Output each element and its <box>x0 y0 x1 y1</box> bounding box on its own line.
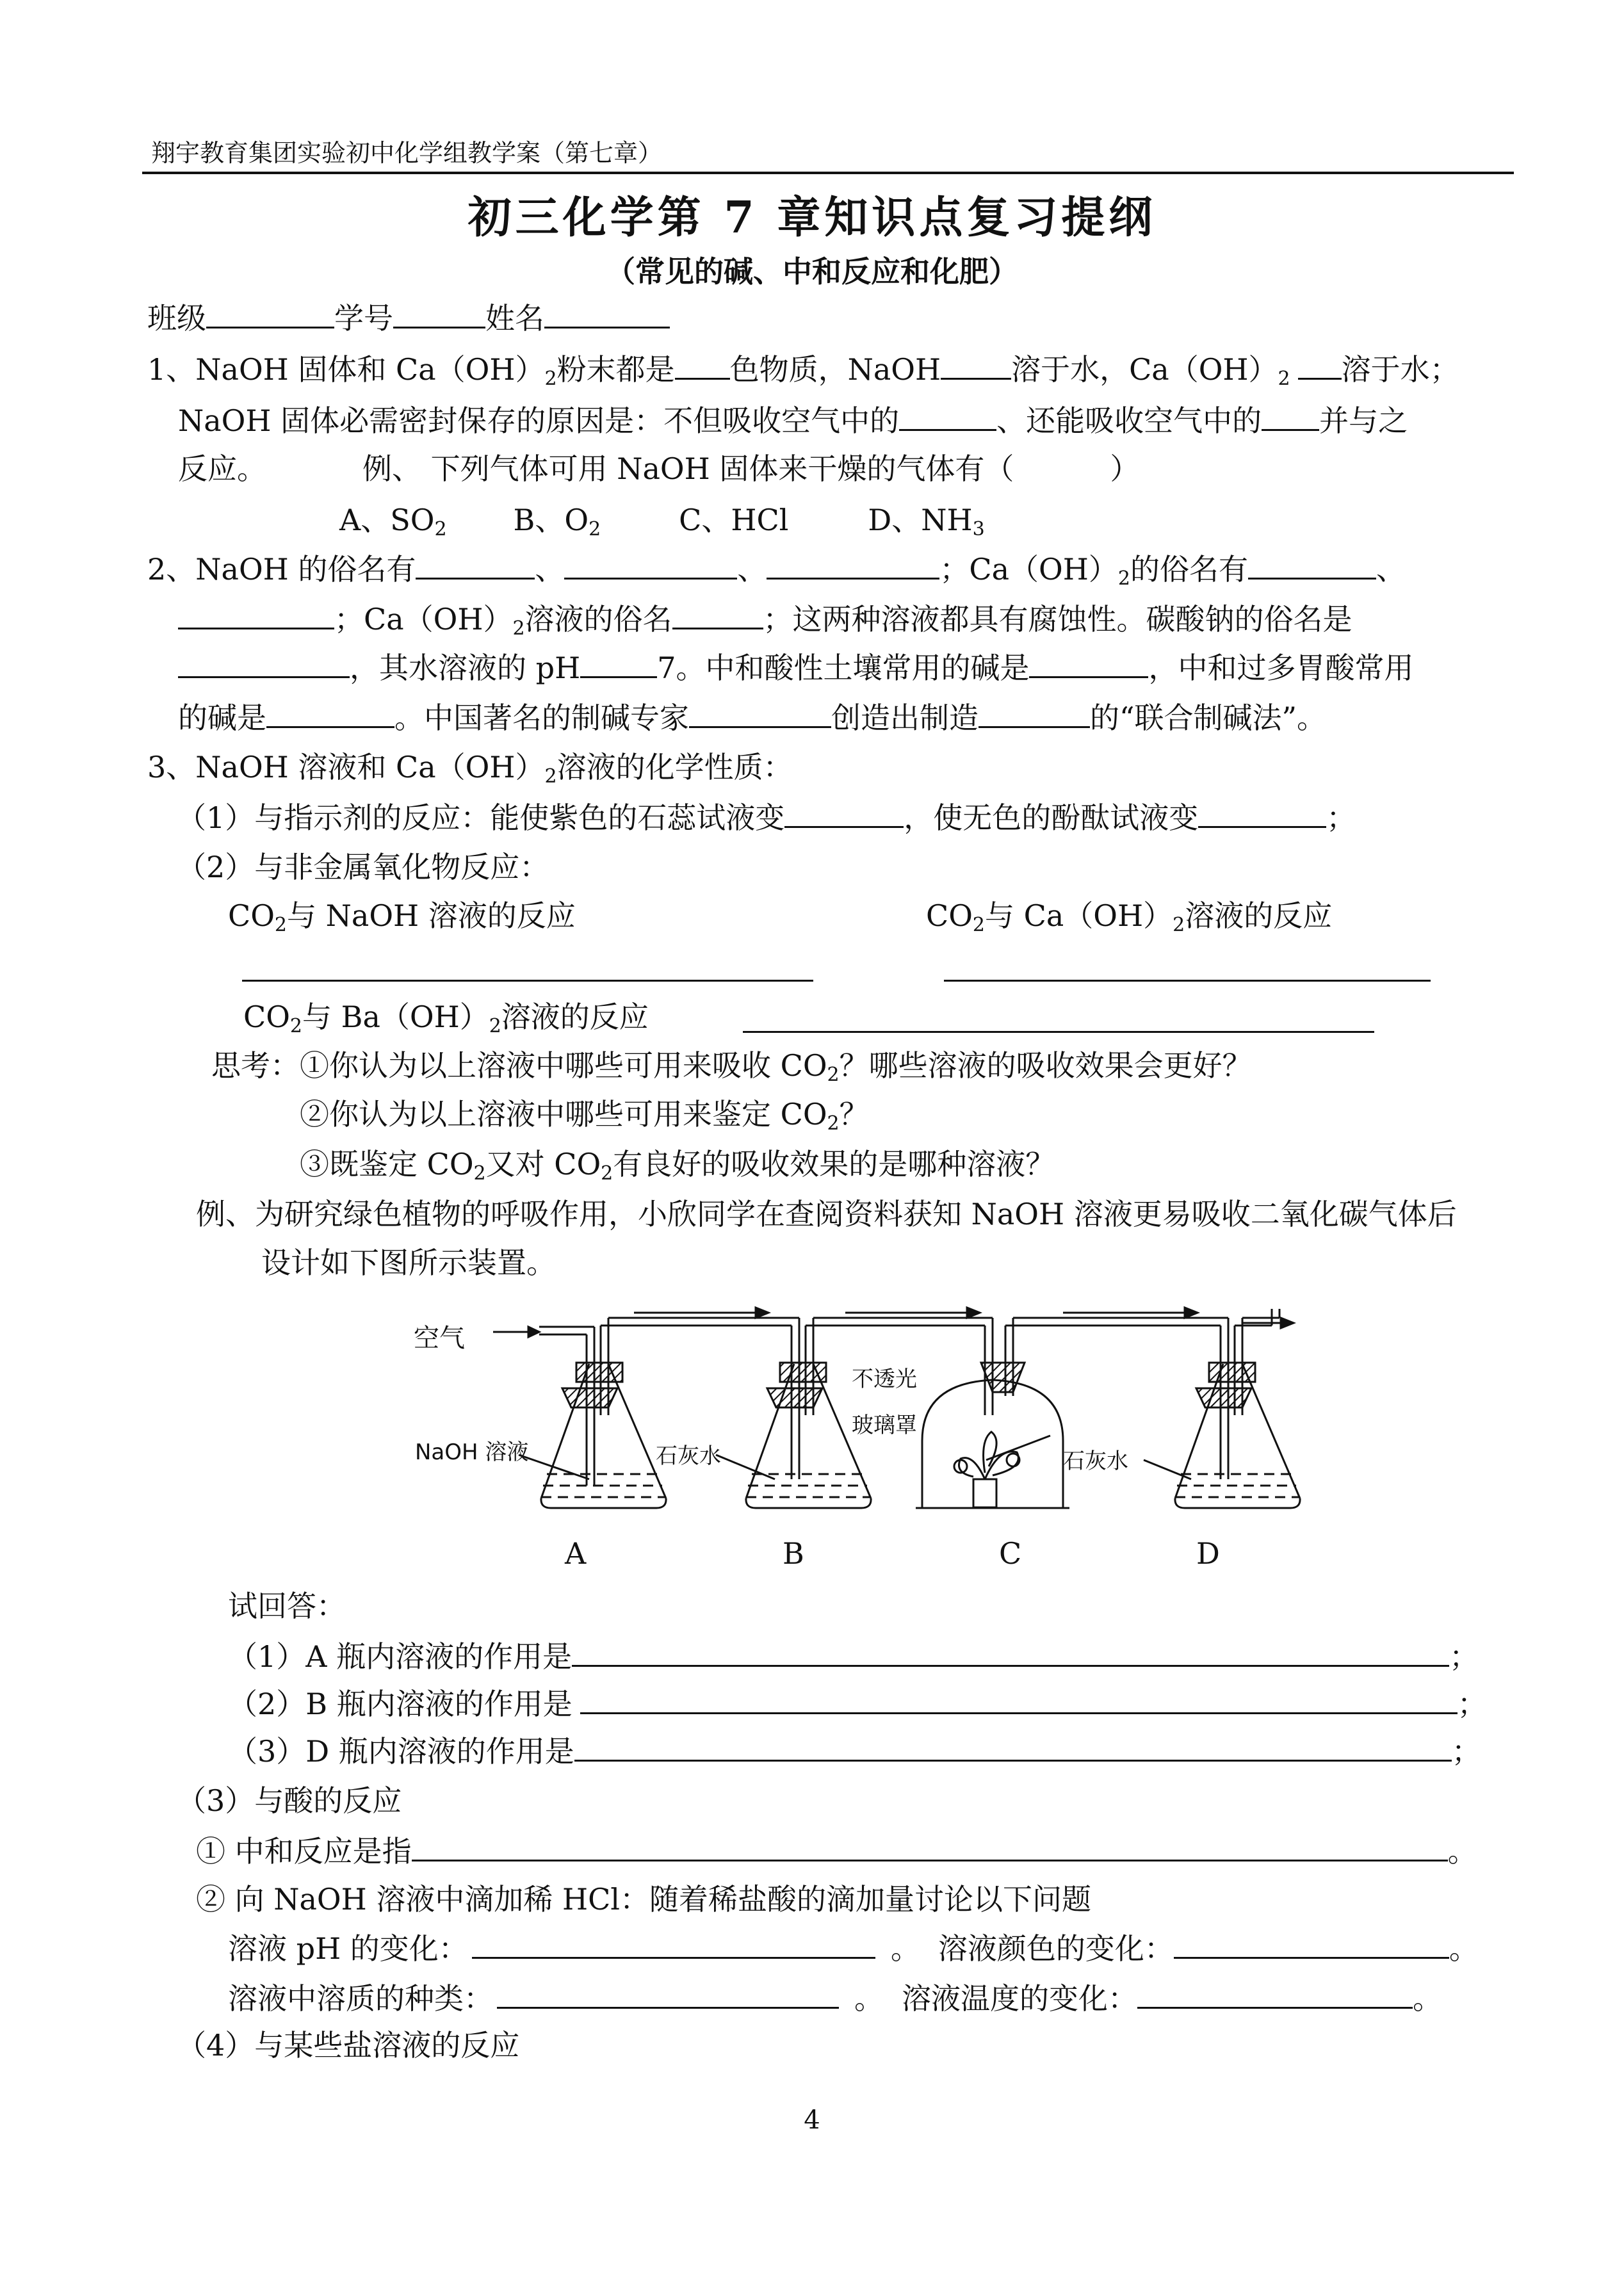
class-blank[interactable] <box>206 300 334 328</box>
litmus-blank[interactable] <box>784 799 904 828</box>
co2-caoh-answer-line[interactable] <box>944 980 1431 982</box>
titration-line: ② 向 NaOH 溶液中滴加稀 HCl：随着稀盐酸的滴加量讨论以下问题 <box>196 1882 1092 1917</box>
q1-example: 例、 下列气体可用 NaOH 固体来干燥的气体有（ <box>362 451 1014 486</box>
q3-text: ； <box>1326 800 1356 835</box>
q2-line2 <box>178 601 1352 647</box>
q2-text: ；这两种溶液都具有腐蚀性。碳酸钠的俗名是 <box>763 602 1352 637</box>
page-title: 初三化学第 7 章知识点复习提纲 <box>467 192 1157 243</box>
q1-text: 反应。 <box>178 451 266 486</box>
q2-line3 <box>178 649 1413 686</box>
q2-text: 的“联合制碱法”。 <box>1090 701 1327 735</box>
q3-title: 3、NaOH 溶液和 $Ca(OH)_2$溶液的化学性质： <box>147 750 793 788</box>
limewater-d-label: 石灰水 <box>1063 1448 1128 1474</box>
q1-text: 溶于水； <box>1341 352 1459 387</box>
q1-naoh-solubility-blank[interactable] <box>941 351 1011 380</box>
answer-a-blank[interactable] <box>572 1638 1449 1667</box>
q1-options <box>339 502 985 547</box>
subscript: 2 <box>1278 368 1290 390</box>
page-header: 翔宇教育集团实验初中化学组教学案（第七章） <box>151 139 663 167</box>
q2-text: 。中国著名的制碱专家 <box>394 701 689 735</box>
q2-line4 <box>178 699 1326 736</box>
example-line2: 设计如下图所示装置。 <box>261 1245 556 1280</box>
q2-blank[interactable] <box>416 551 535 580</box>
think-2: ②你认为以上溶液中哪些可用来鉴定 $CO_2$？ <box>300 1097 869 1135</box>
q2-text: 、 <box>535 552 565 587</box>
page-subtitle: （常见的碱、中和反应和化肥） <box>606 254 1018 289</box>
q2-text: 7。中和酸性土壤常用的碱是 <box>657 651 1030 685</box>
q2-blank[interactable] <box>672 601 763 629</box>
q1-line1 <box>147 351 1459 397</box>
header-rule <box>142 172 1514 174</box>
answer-d-blank[interactable] <box>574 1733 1452 1762</box>
q1-text: 色物质，NaOH <box>729 352 941 387</box>
q2-blank[interactable] <box>689 699 831 728</box>
class-label: 班级 <box>147 301 206 336</box>
flask-label-b: B <box>783 1536 804 1571</box>
q1-text: 粉末都是 <box>556 352 675 387</box>
ph-change-line: 溶液 pH 的变化： 。 溶液颜色的变化： 。 <box>228 1931 1479 1966</box>
answer-d: （3）D 瓶内溶液的作用是 ； <box>228 1734 1481 1769</box>
q2-text: ；Ca（OH） <box>939 552 1118 587</box>
limewater-b-label: 石灰水 <box>656 1443 721 1469</box>
name-blank[interactable] <box>544 300 670 328</box>
name-label: 姓名 <box>485 301 544 336</box>
q2-blank[interactable] <box>178 601 334 629</box>
example-line1: 例、为研究绿色植物的呼吸作用，小欣同学在查阅资料获知 NaOH 溶液更易吸收二氧化碳气体后 <box>196 1197 1457 1231</box>
neutralization-line: ① 中和反应是指 。 <box>196 1834 1477 1869</box>
solute-blank[interactable] <box>497 1980 839 2009</box>
solute-line: 溶液中溶质的种类： 。 溶液温度的变化： 。 <box>228 1981 1442 2016</box>
subscript: 2 <box>544 368 557 390</box>
q3-text: （1）与指示剂的反应：能使紫色的石蕊试液变 <box>177 800 785 835</box>
q2-blank[interactable] <box>1248 551 1376 580</box>
q1-text: 1、NaOH 固体和 Ca（OH） <box>147 352 545 387</box>
answer-a: （1）A 瓶内溶液的作用是 ； <box>228 1639 1479 1674</box>
q2-text: 、 <box>737 552 767 587</box>
answer-b: （2）B 瓶内溶液的作用是 ； <box>228 1687 1487 1721</box>
q2-text: 溶液的俗名 <box>524 602 672 637</box>
co2-baoh-answer-line[interactable] <box>743 1031 1374 1033</box>
subscript: 2 <box>1117 567 1130 590</box>
flask-label-a: A <box>565 1536 587 1571</box>
color-change-blank[interactable] <box>1174 1930 1449 1959</box>
temperature-change-blank[interactable] <box>1137 1980 1413 2009</box>
option-a[interactable]: A、$SO_2$ <box>339 503 447 540</box>
q2-text: 的碱是 <box>178 701 266 735</box>
q1-text: 溶于水，Ca（OH） <box>1011 352 1278 387</box>
answer-lead: 试回答： <box>228 1589 346 1623</box>
q1-absorb-blank-2[interactable] <box>1262 402 1319 431</box>
q1-caoh-solubility-blank[interactable] <box>1298 351 1342 380</box>
q3p4-title: （4）与某些盐溶液的反应 <box>177 2028 520 2063</box>
co2-baoh-label: $CO_2$与 $Ba(OH)_2$溶液的反应 <box>243 1000 649 1037</box>
air-label: 空气 <box>414 1324 465 1353</box>
q3-p2: （2）与非金属氧化物反应： <box>177 850 549 884</box>
glass-cover-label: 玻璃罩 <box>852 1413 917 1438</box>
q2-text: ，中和过多胃酸常用 <box>1148 651 1414 685</box>
answer-b-blank[interactable] <box>580 1685 1458 1714</box>
q1-line3 <box>178 451 1139 487</box>
flask-label-d: D <box>1196 1536 1220 1571</box>
q2-text: 创造出制造 <box>831 701 978 735</box>
think-3: ③既鉴定 $CO_2$又对 $CO_2$有良好的吸收效果的是哪种溶液？ <box>300 1147 1055 1185</box>
co2-naoh-answer-line[interactable] <box>242 980 813 982</box>
page-number: 4 <box>804 2105 820 2135</box>
q2-blank[interactable] <box>1029 649 1148 678</box>
neutralization-blank[interactable] <box>412 1833 1448 1861</box>
number-blank[interactable] <box>393 300 485 328</box>
co2-caoh-label: $CO_2$与 $Ca(OH)_2$溶液的反应 <box>926 898 1333 936</box>
option-d[interactable]: D、$NH_3$ <box>868 503 985 540</box>
subscript: 2 <box>512 617 525 640</box>
ph-change-blank[interactable] <box>472 1930 875 1959</box>
info-line <box>147 300 670 336</box>
q3p3-title: （3）与酸的反应 <box>177 1783 402 1818</box>
co2-naoh-label: $CO_2$与 NaOH 溶液的反应 <box>228 898 576 936</box>
q1-color-blank[interactable] <box>675 351 730 380</box>
opaque-label: 不透光 <box>852 1366 917 1392</box>
q2-blank[interactable] <box>580 649 657 678</box>
q2-blank[interactable] <box>767 551 939 580</box>
q1-line2 <box>178 402 1408 439</box>
q1-text: 、还能吸收空气中的 <box>996 403 1262 438</box>
q2-text: 的俗名有 <box>1130 552 1248 587</box>
q2-line1 <box>147 551 1406 597</box>
q3-text: ，使无色的酚酞试液变 <box>904 800 1199 835</box>
q2-blank[interactable] <box>978 699 1090 728</box>
q2-blank[interactable] <box>178 649 350 678</box>
phenolphthalein-blank[interactable] <box>1198 799 1326 828</box>
q1-absorb-blank-1[interactable] <box>899 402 996 431</box>
q2-text: ；Ca（OH） <box>334 602 513 637</box>
q2-text: ，其水溶液的 pH <box>350 651 581 685</box>
q1-text: 并与之 <box>1319 403 1408 438</box>
q2-blank[interactable] <box>564 551 737 580</box>
option-b[interactable]: B、$O_2$ <box>513 503 601 540</box>
q2-text: 2、NaOH 的俗名有 <box>147 552 416 587</box>
option-c[interactable]: C、HCl <box>679 503 789 537</box>
number-label: 学号 <box>334 301 393 336</box>
q3-p1 <box>177 799 1356 836</box>
think-1: 思考：①你认为以上溶液中哪些可用来吸收 $CO_2$？哪些溶液的吸收效果会更好？ <box>211 1048 1252 1086</box>
q2-text: 、 <box>1376 552 1406 587</box>
q1-paren: ） <box>1110 451 1140 486</box>
naoh-solution-label: NaOH 溶液 <box>415 1439 529 1465</box>
q1-text: NaOH 固体必需密封保存的原因是：不但吸收空气中的 <box>178 403 900 438</box>
flask-label-c: C <box>999 1536 1022 1571</box>
q2-blank[interactable] <box>266 699 394 728</box>
